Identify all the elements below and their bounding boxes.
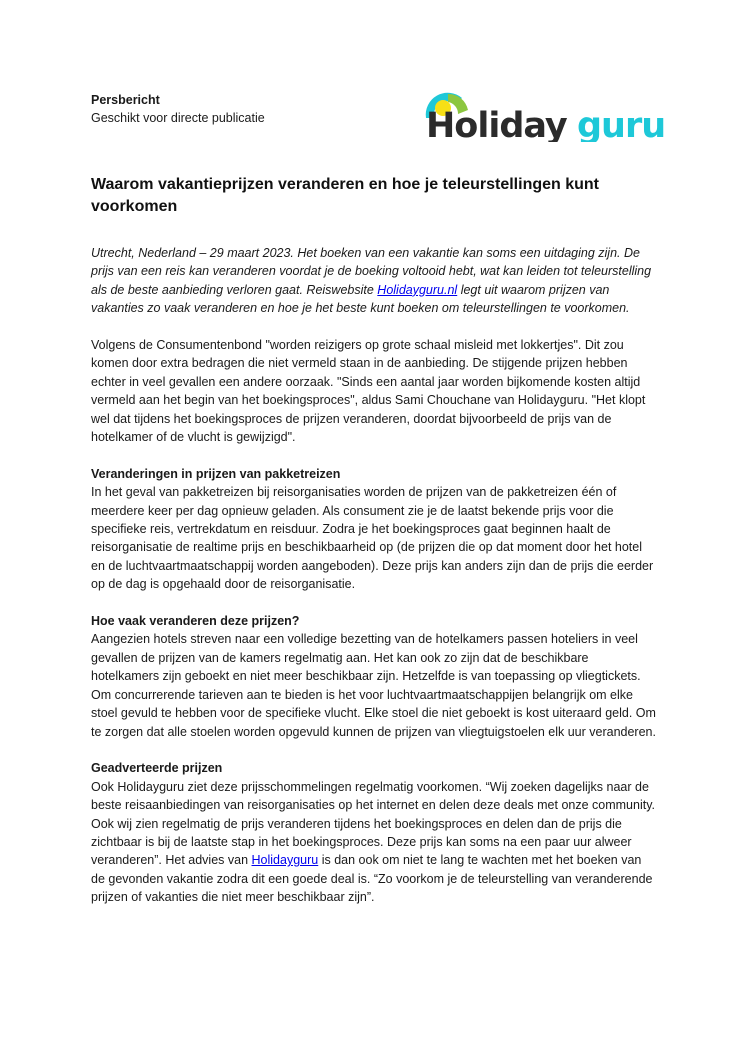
- section-body: Aangezien hotels streven naar een volledige bezetting van de hotelkamers passen hoteliers in veel gevallen de prijzen van de kamers regelmatig aan. Het kan ook zo zijn dat de beschikbare hotelkamers zijn geboekt en niet meer beschikbaar zijn. Hetzelfde is van toepassing op vliegtickets. Om concurrerende tarieven aan te bieden is het voor luchtvaartmaatschappijen belangrijk om elke stoel gevuld te hebben voor de specifieke vlucht. Elke stoel die niet geboekt is kost uiteraard geld. Om te zorgen dat alle stoelen worden opgevuld kunnen de prijzen van vliegtuigstoelen elk uur veranderen.: [91, 632, 656, 739]
- section-heading: Veranderingen in prijzen van pakketreizen: [91, 466, 341, 481]
- logo-text-accent: guru: [577, 106, 666, 142]
- logo-graphic: [422, 88, 684, 142]
- holidayguru-nl-link[interactable]: Holidayguru.nl: [377, 282, 458, 297]
- section-body: In het geval van pakketreizen bij reisorganisaties worden de prijzen van de pakketreizen één of meerdere keer per dag opnieuw geladen. Als consument zie je de laatst bekende prijs voor die specifieke reis, vertrekdatum en reisduur. Zodra je het boekingsproces gaat beginnen haalt de reisorganisatie de realtime prijs en beschikbaarheid op (de prijzen die op dat moment door het hotel en de luchtvaartmaatschappij worden aangeboden). Deze prijs kan anders zijn dan de prijs die eerder op de dag is opgehaald door de reisorganisatie.: [91, 485, 654, 592]
- intro-text-end: legt uit waarom prijzen van vakanties zo vaak veranderen en hoe je het beste kunt boeken om teleurstellingen te voorkomen.: [91, 282, 630, 316]
- article-body: [91, 244, 656, 925]
- section-body: [91, 778, 656, 907]
- section-heading: Geadverteerde prijzen: [91, 761, 223, 776]
- holidayguru-link[interactable]: Holidayguru: [251, 853, 319, 868]
- page-title: Waarom vakantieprijzen veranderen en hoe je teleurstellingen kunt voorkomen: [91, 176, 599, 215]
- intro-text: Utrecht, Nederland – 29 maart 2023. Het boeken van een vakantie kan soms een uitdaging zijn. De prijs van een reis kan veranderen voordat je de boeking voltooid hebt, wat kan leiden tot teleurstelling als de beste aanbieding verloren gaat. Reiswebsite: [91, 246, 652, 297]
- logo-text-dark: Holiday: [426, 106, 567, 142]
- holidayguru-logo: [422, 88, 684, 142]
- press-label: Persbericht: [91, 93, 160, 107]
- paragraph-consumentenbond: Volgens de Consumentenbond "worden reizigers op grote schaal misleid met lokkertjes". Dit zou komen door extra bedragen die niet vermeld staan in de aanbieding. De stijgende prijzen hebben echter in veel gevallen een andere oorzaak. "Sinds een aantal jaar worden bijkomende kosten altijd vermeld aan het begin van het boekingsproces", aldus Sami Chouchane van Holidayguru. "Het klopt wel dat tijdens het boekingsproces de prijzen veranderen, doordat bijvoorbeeld de prijs van de hotelkamer of de vlucht is gewijzigd".: [91, 338, 646, 445]
- section-heading: Hoe vaak veranderen deze prijzen?: [91, 614, 300, 629]
- intro-paragraph: [91, 244, 656, 318]
- section-text-end: is dan ook om niet te lang te wachten met het boeken van de gevonden vakantie zodra dit een goede deal is. “Zo voorkom je de teleurstelling van veranderende prijzen of vakanties die niet meer beschikbaar zijn”.: [91, 853, 653, 905]
- section-text: Ook Holidayguru ziet deze prijsschommelingen regelmatig voorkomen. “Wij zoeken dagelijks naar de beste reisaanbiedingen van reisorganisaties op het internet en delen deze deals met onze community. Ook wij zien regelmatig de prijs veranderen tijdens het boekingsproces en delen dan de prijs die zichtbaar is bij de laatste stap in het boekingsproces. Deze prijs kan soms na een paar uur alweer veranderen”. Het advies van: [91, 779, 656, 868]
- press-sublabel: Geschikt voor directe publicatie: [91, 111, 265, 125]
- press-header: [91, 91, 265, 127]
